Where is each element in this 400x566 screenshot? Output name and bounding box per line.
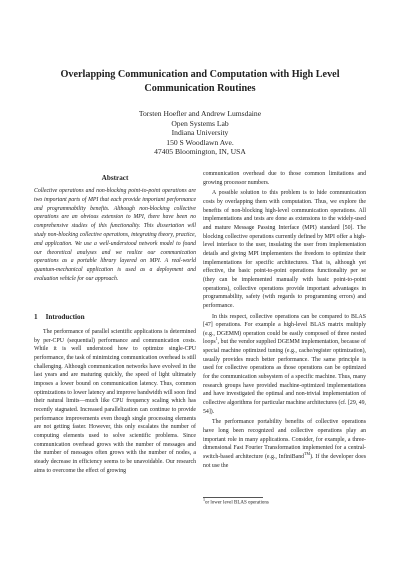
footnote-text: or lower level BLAS operations xyxy=(205,500,269,506)
right-column-body xyxy=(203,170,366,470)
section-title: Introduction xyxy=(45,313,85,321)
footnote-rule xyxy=(203,497,263,498)
section-number: 1 xyxy=(34,313,38,321)
intro-paragraph: The performance of parallel scientific applications is determined by per-CPU (sequential) performance and communication costs. While it is well understood how to optimize single-CPU performance, the task of minimizing communication overhead is still challenging. Although communication networks have evolved in the last years and are maturing quickly, the speed of light ultimately imposes a lower bound on communication latency. Thus, common optimizations to lower latency and improve bandwidth will soon find their natural limits—much like CPU frequency scaling which has recently stagnated. Increased parallelization can continue to provide performance improvements even though single processing elements are not getting faster. However, this only escalates the number of computing elements used to solve scientific problems. Since communication overhead grows with the number of messages and the number of messages often grows with the number of nodes, a steady decrease in efficiency seems to be unavoidable. Our research aims to overcome the effect of growing xyxy=(34,329,196,474)
author-block xyxy=(60,109,340,157)
portability-text-b: ). If the developer does not use the xyxy=(203,454,366,469)
author-address-street: 150 S Woodlawn Ave. xyxy=(166,137,234,147)
footnote-number: 1 xyxy=(203,497,205,502)
continued-paragraph: communication overhead due to those common limitations and growing processor numbers. xyxy=(203,171,366,186)
blas-text-b: , but the vendor supplied DGEMM implementation, because of special machine optimized tuning (e.g., cache/register optimization), usually provides much better performance. The same principle is used for collective operations as those operations can be optimized for the communication subsystem of a specific machine. Thus, many research groups have provided machine-optimized implementations and have investigated the optimal and non-trivial implementation of collective algorithms for particular machine architectures (cf. [29, 49, 54]). xyxy=(203,339,366,415)
author-affiliation-lab: Open Systems Lab xyxy=(171,118,229,128)
author-names: Torsten Hoefler and Andrew Lumsdaine xyxy=(138,109,262,118)
blas-text-a: In this respect, collective operations can be compared to BLAS [47] operations. For example a high-level BLAS matrix multiply (e.g., DGEMM) operation could be easily composed of three nested loops xyxy=(203,313,366,346)
paragraph-blas xyxy=(203,313,366,417)
trademark-mark: TM xyxy=(304,451,311,457)
abstract-heading: Abstract xyxy=(101,174,129,182)
paper-title: Overlapping Communication and Computation with High Level Communication Routines xyxy=(60,69,340,94)
paragraph-portability xyxy=(203,418,366,470)
footnote xyxy=(203,497,366,507)
author-address-city: 47405 Bloomington, IN, USA xyxy=(154,147,246,157)
abstract-text: Collective operations and non-blocking point-to-point operations are two important parts of MPI that each provide important performance and programmability benefits. Although non-blocking collective operations are an obvious extension to MPI, there have been no comprehensive studies of this functionality. This dissertation will study non-blocking collective operations, integrating theory, practice, and application. We use a well-understood network model to found our theoretical analyses and we realize our communication operations as a portable library layered on MPI. A real-world quantum-mechanical application is used as a deployment and evaluation vehicle for our approach. xyxy=(34,188,196,282)
footnote-marker: 1 xyxy=(215,336,218,342)
paragraph-overlap: A possible solution to this problem is to hide communication costs by overlapping them with computation. Thus, we explore the benefits of non-blocking high-level communication operations. All implementations and tests are done as extensions to the widely-used and mature Message Passing Interface (MPI) standard [50]. The blocking collective operations currently defined by MPI offer a high-level interface to the user, insulating the user from implementation details and giving MPI implementers the freedom to optimize their implementations for specific architectures. That is, although yet effective, the basic point-to-point operations functionality per se (they can be implemented manually with basic point-to-point operations), collective operations provide important advantages in programmability, safety (with regards to programming errors) and performance. xyxy=(203,190,366,309)
left-column-body xyxy=(34,328,196,475)
author-affiliation-university: Indiana University xyxy=(171,128,229,138)
portability-text-a: The performance portability benefits of collective operations have long been recognized and collective operations play an important role in many applications. Consider, for example, a three-dimensional Fast Fourier Transformation implemented for a central-switch-based architecture (e.g., InfiniBand xyxy=(203,419,366,460)
section-heading xyxy=(34,313,93,321)
